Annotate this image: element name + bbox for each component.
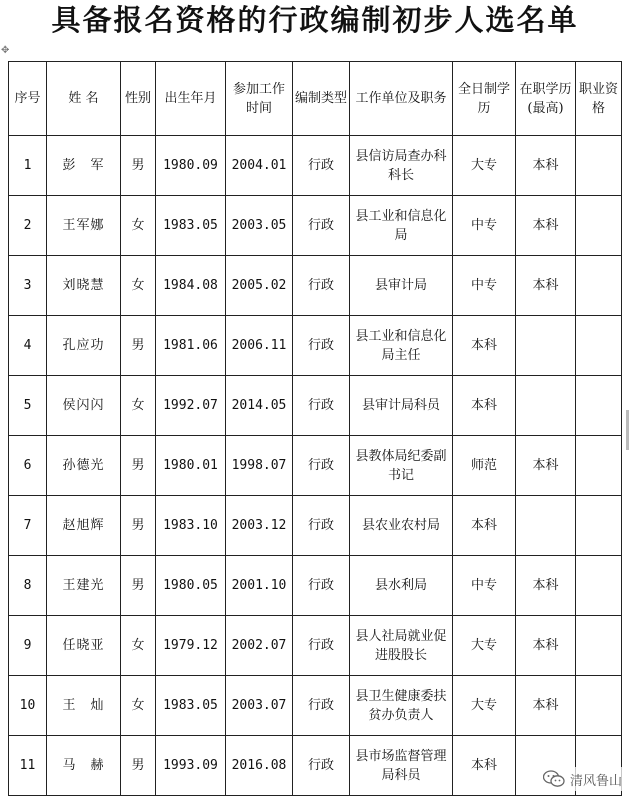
cell-inservice-edu: 本科 [516,556,576,616]
cell-qualification [576,376,622,436]
cell-name: 任晓亚 [47,616,121,676]
cell-type: 行政 [293,736,350,796]
col-header-unit: 工作单位及职务 [350,62,453,136]
cell-sex: 男 [121,556,156,616]
table-row [9,676,622,736]
col-header-sex: 性别 [121,62,156,136]
cell-unit: 县卫生健康委扶贫办负责人 [350,676,453,736]
watermark [543,767,622,791]
scrollbar-thumb[interactable] [626,410,629,450]
cell-name: 刘晓慧 [47,256,121,316]
cell-name: 赵旭辉 [47,496,121,556]
cell-qualification [576,136,622,196]
cell-inservice-edu: 本科 [516,676,576,736]
cell-birth: 1983.05 [156,676,226,736]
cell-qualification [576,196,622,256]
cell-name: 王 灿 [47,676,121,736]
cell-name: 侯闪闪 [47,376,121,436]
cell-birth: 1980.05 [156,556,226,616]
cell-name: 彭 军 [47,136,121,196]
cell-sex: 女 [121,256,156,316]
cell-work-start: 2003.07 [226,676,293,736]
cell-unit: 县信访局查办科科长 [350,136,453,196]
cell-no: 1 [9,136,47,196]
cell-no: 2 [9,196,47,256]
cell-fulltime-edu: 本科 [453,376,516,436]
cell-fulltime-edu: 中专 [453,556,516,616]
cell-unit: 县工业和信息化局 [350,196,453,256]
cell-birth: 1980.01 [156,436,226,496]
wechat-icon [543,770,565,788]
cell-unit: 县工业和信息化局主任 [350,316,453,376]
cell-unit: 县水利局 [350,556,453,616]
table-row [9,316,622,376]
cell-birth: 1992.07 [156,376,226,436]
table-header-row [9,62,622,136]
cell-fulltime-edu: 中专 [453,256,516,316]
table-row [9,556,622,616]
cell-inservice-edu [516,376,576,436]
cell-inservice-edu: 本科 [516,256,576,316]
cell-inservice-edu [516,496,576,556]
cell-sex: 男 [121,736,156,796]
cell-fulltime-edu: 本科 [453,736,516,796]
cell-inservice-edu: 本科 [516,616,576,676]
cell-fulltime-edu: 大专 [453,616,516,676]
cell-sex: 女 [121,616,156,676]
cell-name: 王军娜 [47,196,121,256]
cell-inservice-edu: 本科 [516,436,576,496]
cell-type: 行政 [293,196,350,256]
cell-fulltime-edu: 本科 [453,496,516,556]
cell-no: 10 [9,676,47,736]
table-row [9,196,622,256]
cell-birth: 1993.09 [156,736,226,796]
table-row [9,496,622,556]
cell-fulltime-edu: 本科 [453,316,516,376]
cell-work-start: 2002.07 [226,616,293,676]
cell-unit: 县审计局科员 [350,376,453,436]
cell-birth: 1983.05 [156,196,226,256]
cell-fulltime-edu: 中专 [453,196,516,256]
cell-sex: 男 [121,316,156,376]
table-row [9,136,622,196]
cell-birth: 1984.08 [156,256,226,316]
cell-work-start: 2003.12 [226,496,293,556]
cell-qualification [576,436,622,496]
cell-work-start: 2004.01 [226,136,293,196]
cell-unit: 县农业农村局 [350,496,453,556]
col-header-birth: 出生年月 [156,62,226,136]
cell-inservice-edu: 本科 [516,136,576,196]
watermark-text: 清风鲁山 [569,773,622,789]
cell-type: 行政 [293,316,350,376]
col-header-name: 姓 名 [47,62,121,136]
cell-qualification [576,316,622,376]
cell-no: 3 [9,256,47,316]
cell-type: 行政 [293,256,350,316]
cell-qualification [576,496,622,556]
cell-unit: 县教体局纪委副书记 [350,436,453,496]
cell-type: 行政 [293,136,350,196]
table-row [9,736,622,796]
cell-type: 行政 [293,556,350,616]
cell-birth: 1981.06 [156,316,226,376]
table-move-handle-icon[interactable]: ✥ [1,45,10,56]
cell-unit: 县市场监督管理局科员 [350,736,453,796]
cell-qualification [576,616,622,676]
col-header-work-start: 参加工作时间 [226,62,293,136]
table-row [9,376,622,436]
col-header-no: 序号 [9,62,47,136]
cell-work-start: 2005.02 [226,256,293,316]
cell-sex: 女 [121,676,156,736]
cell-type: 行政 [293,376,350,436]
cell-sex: 女 [121,376,156,436]
cell-birth: 1983.10 [156,496,226,556]
cell-name: 孔应功 [47,316,121,376]
cell-type: 行政 [293,436,350,496]
cell-sex: 女 [121,196,156,256]
table-row [9,616,622,676]
col-header-inservice-edu: 在职学历(最高) [516,62,576,136]
cell-no: 7 [9,496,47,556]
cell-work-start: 2014.05 [226,376,293,436]
candidate-table [8,61,622,796]
cell-birth: 1979.12 [156,616,226,676]
cell-name: 孙德光 [47,436,121,496]
cell-no: 6 [9,436,47,496]
col-header-type: 编制类型 [293,62,350,136]
cell-qualification [576,256,622,316]
cell-sex: 男 [121,496,156,556]
cell-type: 行政 [293,616,350,676]
table-row [9,436,622,496]
cell-type: 行政 [293,496,350,556]
col-header-qualification: 职业资格 [576,62,622,136]
col-header-fulltime-edu: 全日制学历 [453,62,516,136]
cell-name: 王建光 [47,556,121,616]
cell-inservice-edu [516,316,576,376]
page-title: 具备报名资格的行政编制初步人选名单 [51,3,579,37]
cell-work-start: 2001.10 [226,556,293,616]
cell-unit: 县人社局就业促进股股长 [350,616,453,676]
cell-qualification [576,676,622,736]
cell-no: 11 [9,736,47,796]
table-row [9,256,622,316]
cell-sex: 男 [121,436,156,496]
cell-work-start: 2006.11 [226,316,293,376]
cell-sex: 男 [121,136,156,196]
cell-fulltime-edu: 大专 [453,676,516,736]
cell-type: 行政 [293,676,350,736]
cell-work-start: 2003.05 [226,196,293,256]
cell-no: 4 [9,316,47,376]
cell-fulltime-edu: 师范 [453,436,516,496]
cell-no: 5 [9,376,47,436]
cell-work-start: 2016.08 [226,736,293,796]
cell-fulltime-edu: 大专 [453,136,516,196]
cell-no: 8 [9,556,47,616]
cell-birth: 1980.09 [156,136,226,196]
cell-work-start: 1998.07 [226,436,293,496]
cell-no: 9 [9,616,47,676]
cell-unit: 县审计局 [350,256,453,316]
cell-name: 马 赫 [47,736,121,796]
cell-inservice-edu: 本科 [516,196,576,256]
cell-qualification [576,556,622,616]
